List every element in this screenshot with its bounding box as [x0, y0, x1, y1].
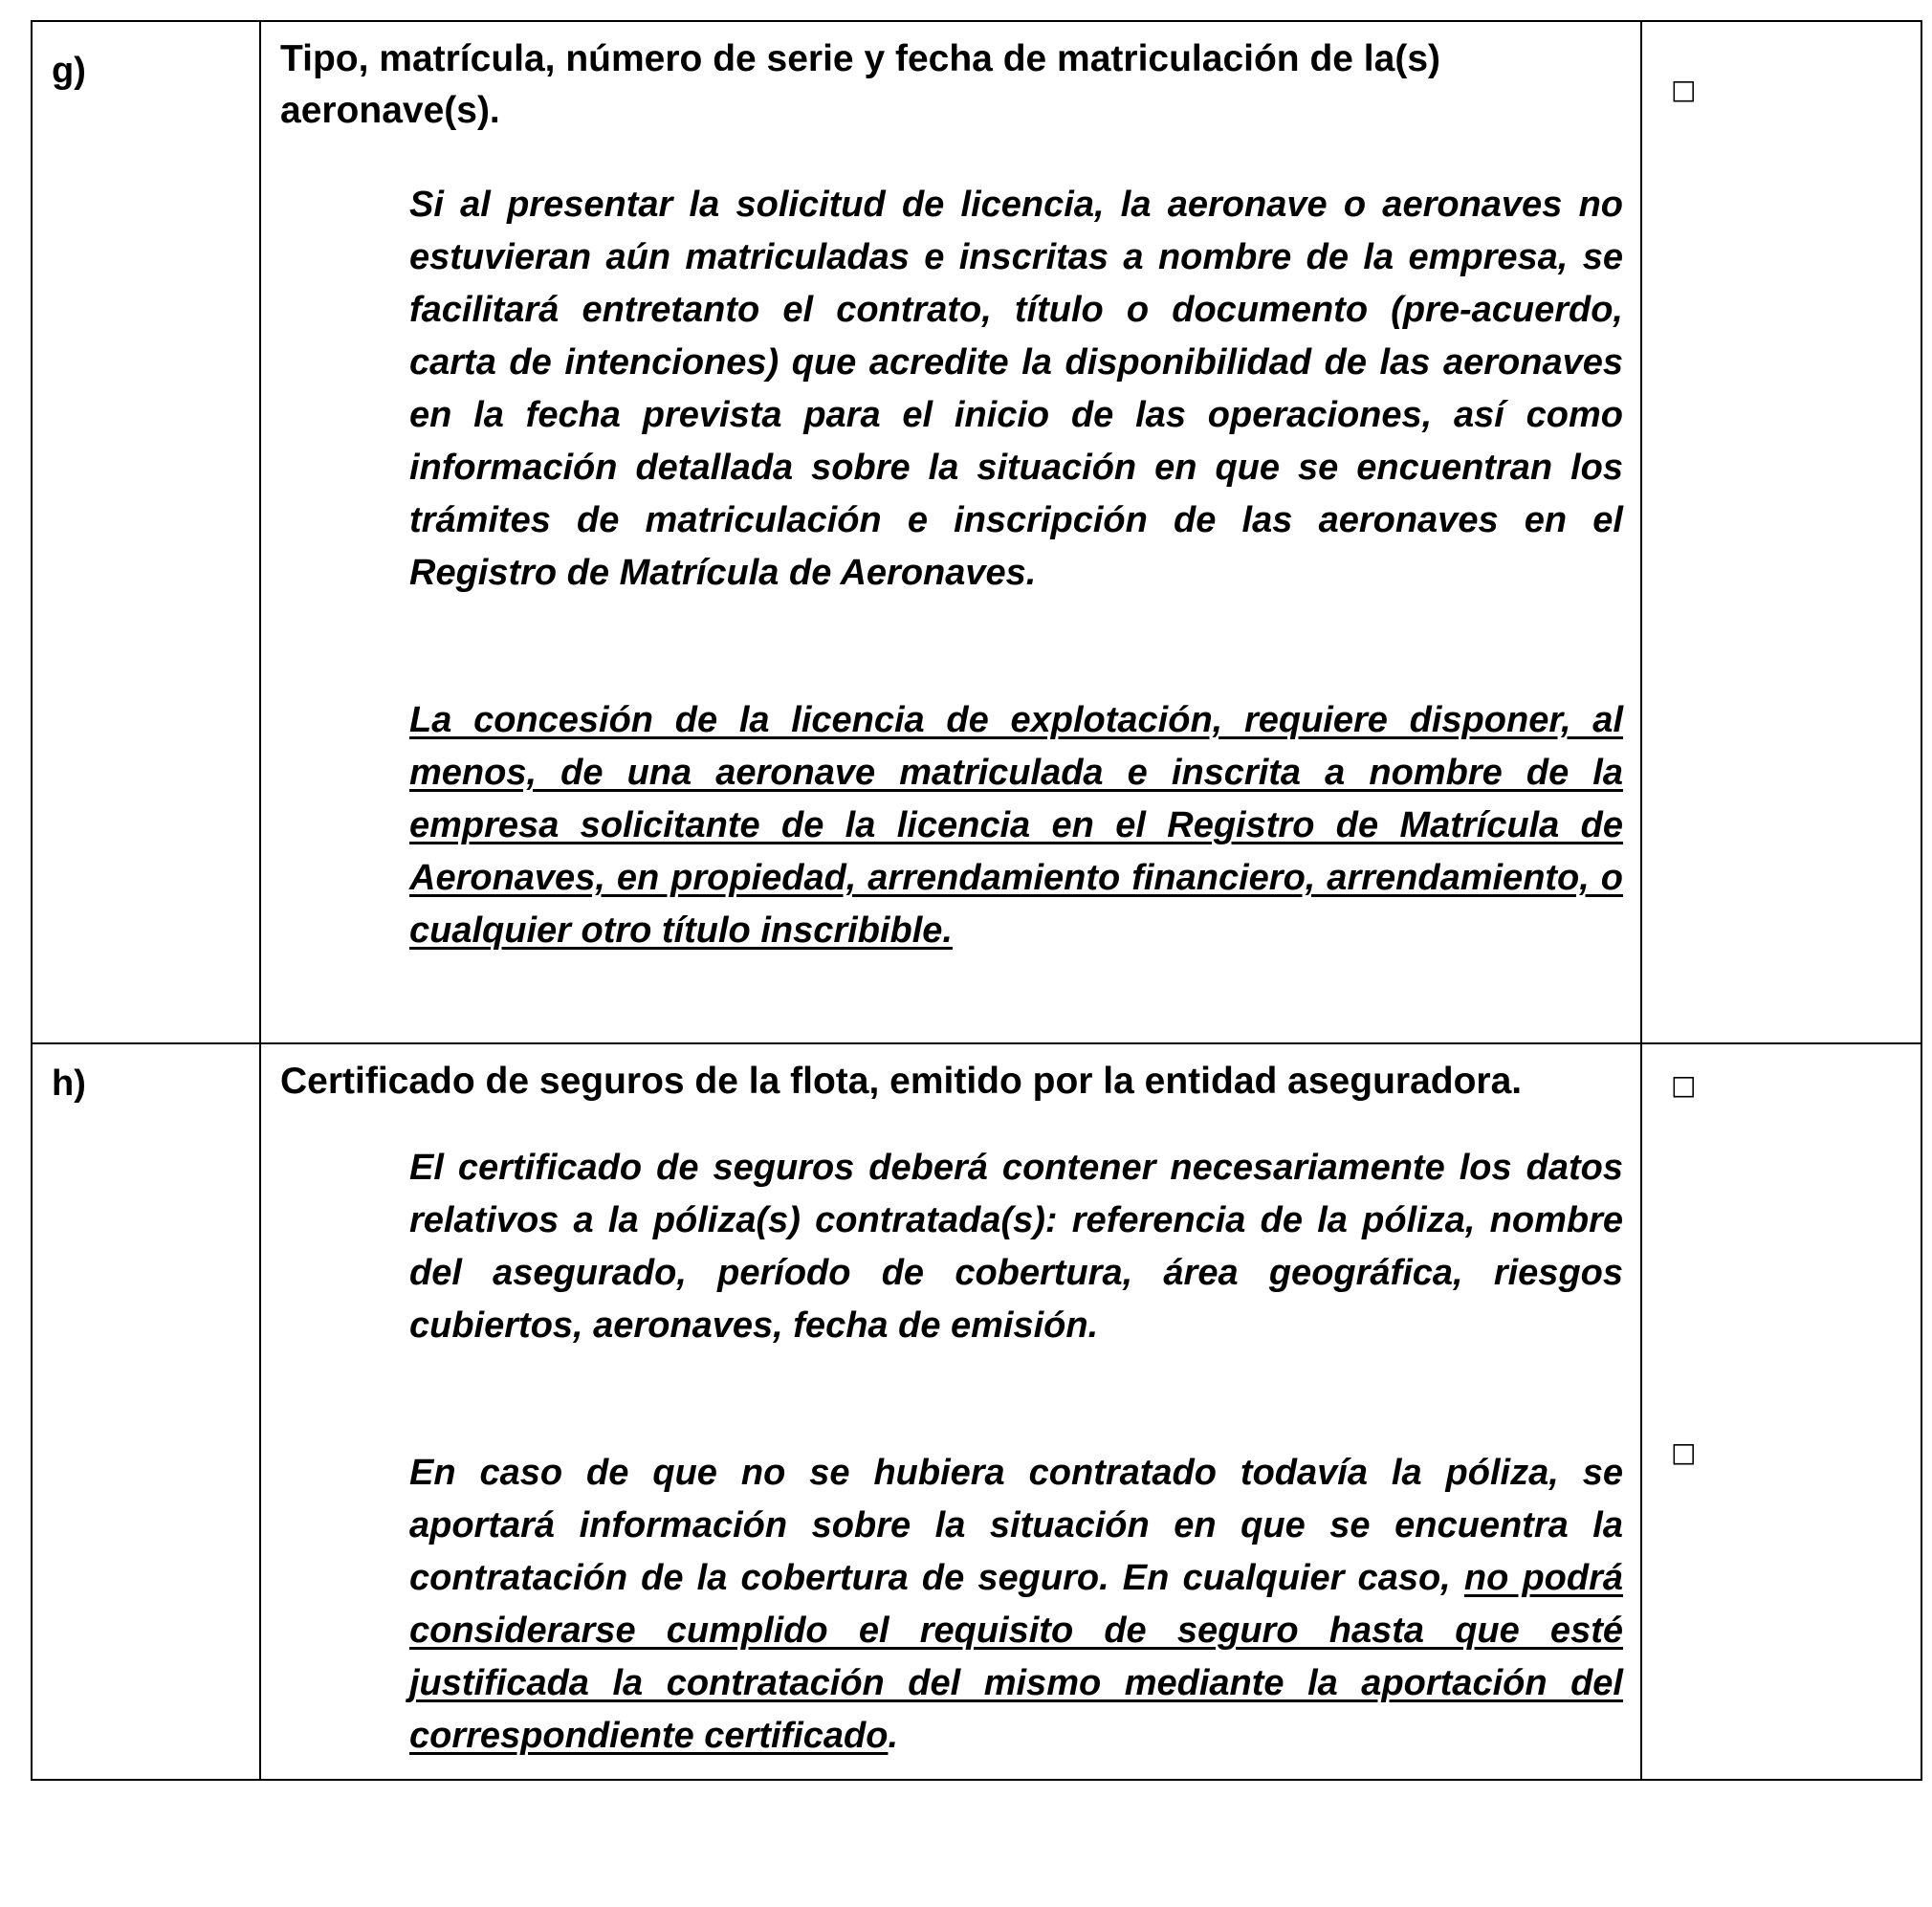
row-label: g)	[52, 51, 86, 91]
requirement-condition-note: La concesión de la licencia de explotación, requiere disponer, al menos, de una aeronave matriculada e inscrita a nombre de la empresa solicitante de la licencia en el Registro de Matrícula de Aeronaves, en propiedad, arrendamiento financiero, arrendamiento, o cualquier otro título inscribible.	[409, 700, 1623, 951]
requirement-title: Certificado de seguros de la flota, emitido por la entidad aseguradora.	[280, 1061, 1523, 1102]
table-row-h	[32, 1043, 1921, 1780]
requirement-condition-note	[409, 1447, 1623, 1763]
alternative-checkbox[interactable]: □	[1671, 1436, 1697, 1468]
requirement-note: El certificado de seguros deberá contener necesariamente los datos relativos a la póliza(s) contratada(s): referencia de la póliza, nombre del asegurado, período de cobertura, área geográfica, riesgos cubiertos, aeronaves, fecha de emisión.	[409, 1148, 1623, 1346]
requirement-note: Si al presentar la solicitud de licencia, la aeronave o aeronaves no estuvieran aún matriculadas e inscritas a nombre de la empresa, se facilitará entretanto el contrato, título o documento (pre-acuerdo, carta de intenciones) que acredite la disponibilidad de las aeronaves en la fecha prevista para el inicio de las operaciones, así como información detallada sobre la situación en que se encuentran los trámites de matriculación e inscripción de las aeronaves en el Registro de Matrícula de Aeronaves.	[409, 185, 1623, 593]
note-period: .	[888, 1716, 899, 1756]
row-check-cell	[1641, 21, 1921, 1043]
row-content-cell	[260, 21, 1641, 1043]
requirement-checkbox[interactable]: □	[1671, 74, 1697, 105]
row-label-cell	[32, 1043, 260, 1780]
row-label: h)	[52, 1063, 86, 1104]
row-label-cell	[32, 21, 260, 1043]
table-row-g	[32, 21, 1921, 1043]
requirement-title: Tipo, matrícula, número de serie y fecha de matriculación de la(s) aeronave(s).	[280, 38, 1440, 131]
row-content-cell	[260, 1043, 1641, 1780]
requirements-table	[31, 20, 1922, 1781]
row-check-cell	[1641, 1043, 1921, 1780]
note-underlined-text: no podrá considerarse cumplido el requisito de seguro hasta que esté justificada la contratación del mismo mediante la aportación del correspondiente certificado	[409, 1558, 1623, 1756]
requirement-checkbox[interactable]: □	[1671, 1069, 1697, 1101]
note-plain-text: En caso de que no se hubiera contratado todavía la póliza, se aportará información sobre la situación en que se encuentra la contratación de la cobertura de seguro. En cualquier caso,	[409, 1453, 1623, 1598]
